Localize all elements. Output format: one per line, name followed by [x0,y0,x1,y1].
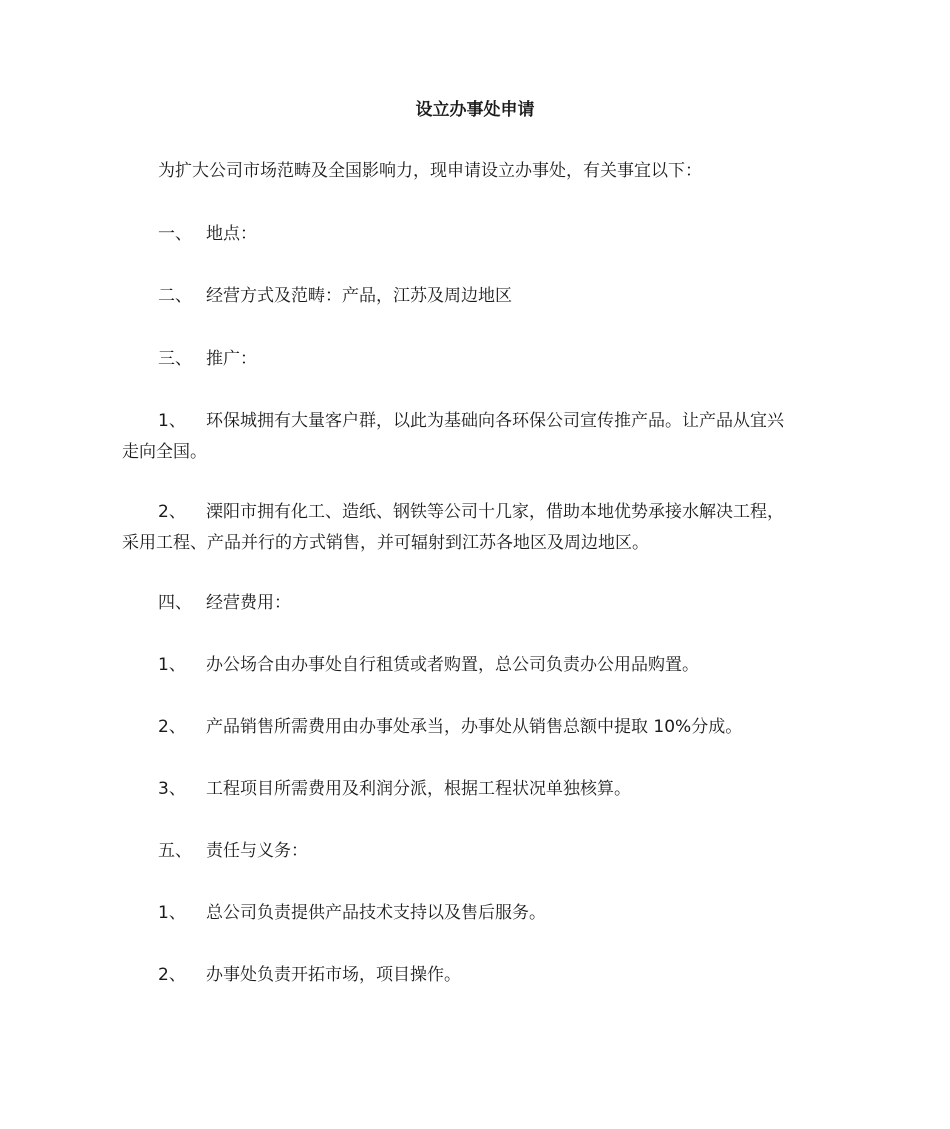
item-text: 溧阳市拥有化工、造纸、钢铁等公司十几家，借助本地优势承接水解决工程， [206,502,784,522]
promotion-item-1 [122,406,842,468]
item-number: 2、 [158,965,186,985]
item-number: 2、 [158,717,186,737]
item-number: 一、 [158,224,192,244]
responsibility-item-1 [122,898,842,929]
item-text: 经营费用： [206,593,291,613]
promotion-item-2 [122,497,842,559]
item-number: 1、 [158,655,186,675]
item-number: 五、 [158,841,192,861]
document-title: 设立办事处申请 [415,100,535,120]
section-business-scope [122,281,842,312]
item-text: 责任与义务： [206,841,308,861]
item-number: 3、 [158,779,186,799]
item-text: 工程项目所需费用及利润分派，根据工程状况单独核算。 [206,779,631,799]
item-text: 推广： [206,349,257,369]
item-number: 四、 [158,593,192,613]
item-text-continued: 采用工程、产品并行的方式销售，并可辐射到江苏各地区及周边地区。 [122,533,649,553]
item-number: 二、 [158,286,192,306]
cost-item-2 [122,712,842,743]
cost-item-1 [122,650,842,681]
item-text: 总公司负责提供产品技术支持以及售后服务。 [206,903,546,923]
item-text-continued: 走向全国。 [122,442,207,462]
section-location [122,219,842,250]
item-number: 三、 [158,349,192,369]
cost-item-3 [122,774,842,805]
item-number: 2、 [158,502,186,522]
item-number: 1、 [158,411,186,431]
item-text: 办事处负责开拓市场，项目操作。 [206,965,461,985]
section-operating-costs [122,588,842,619]
item-text: 产品销售所需费用由办事处承当，办事处从销售总额中提取 10%分成。 [206,717,743,737]
item-text: 办公场合由办事处自行租赁或者购置，总公司负责办公用品购置。 [206,655,699,675]
item-text: 地点： [206,224,257,244]
responsibility-item-2 [122,960,842,991]
section-responsibilities [122,836,842,867]
section-promotion [122,344,842,375]
intro-paragraph: 为扩大公司市场范畴及全国影响力，现申请设立办事处，有关事宜以下： [158,161,702,181]
item-text: 环保城拥有大量客户群，以此为基础向各环保公司宣传推产品。让产品从宜兴 [206,411,784,431]
item-text: 经营方式及范畴：产品，江苏及周边地区 [206,286,512,306]
item-number: 1、 [158,903,186,923]
